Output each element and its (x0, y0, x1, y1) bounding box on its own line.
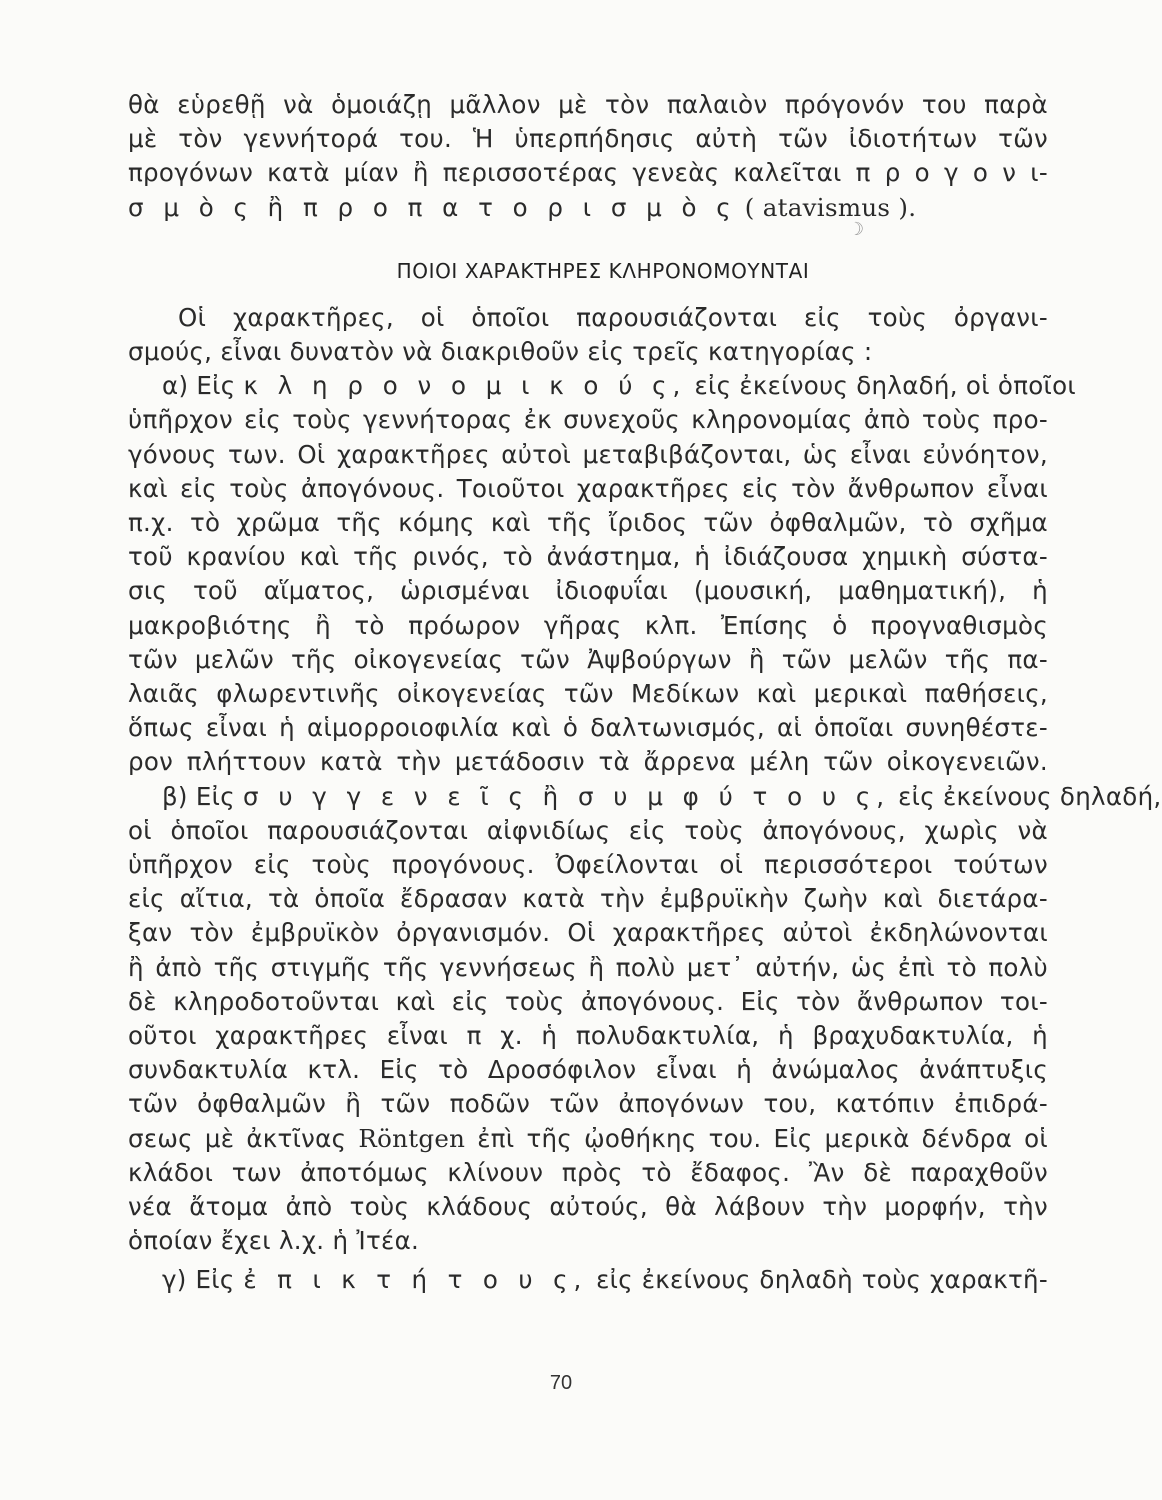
text-line: γόνους των. Οἱ χαρακτῆρες αὐτοὶ μεταβιβάζονται, ὡς εἶναι εὐνόητον, (128, 439, 1048, 469)
text-line: Οἱ χαρακτῆρες, οἱ ὁποῖοι παρουσιάζονται εἰς τοὺς ὀργανι- (178, 302, 1048, 332)
item-prefix: β) Εἰς (162, 781, 235, 811)
text-line: ὁποίαν ἔχει λ.χ. ἡ Ἰτέα. (128, 1226, 420, 1256)
text-line: οἱ ὁποῖοι παρουσιάζονται αἰφνιδίως εἰς τοὺς ἀπογόνους, χωρὶς νὰ (128, 815, 1048, 845)
text-line: οῦτοι χαρακτῆρες εἶναι π χ. ἡ πολυδακτυλία, ἡ βραχυδακτυλία, ἡ (128, 1021, 1048, 1051)
spaced-term: κ λ η ρ ο ν ο μ ι κ ο ύ ς, (243, 371, 687, 401)
text-line: εἰς αἴτια, τὰ ὁποῖα ἔδρασαν κατὰ τὴν ἐμβρυϊκὴν ζωὴν καὶ διετάρα- (128, 884, 1048, 914)
text-line: δὲ κληροδοτοῦνται καὶ εἰς τοὺς ἀπογόνους. Εἰς τὸν ἄνθρωπον τοι- (128, 986, 1048, 1016)
item-rest: εἰς ἐκείνους δηλαδή, οἱ ὁποῖοι (694, 371, 1076, 401)
latin-term: ( atavismus ). (744, 192, 917, 222)
text-line (128, 1263, 1048, 1297)
text-line: θὰ εὑρεθῇ νὰ ὁμοιάζῃ μᾶλλον μὲ τὸν παλαιὸν πρόγονόν του παρὰ (128, 90, 1048, 119)
text-line: τῶν ὀφθαλμῶν ἢ τῶν ποδῶν τῶν ἀπογόνων του, κατόπιν ἐπιδρά- (128, 1089, 1048, 1119)
text-line: σις τοῦ αἵματος, ὡρισμέναι ἰδιοφυΐαι (μουσική, μαθηματική), ἡ (128, 576, 1048, 606)
text-line: ὑπῆρχον εἰς τοὺς γεννήτορας ἐκ συνεχοῦς κληρονομίας ἀπὸ τοὺς προ- (128, 405, 1048, 435)
category-gamma (128, 1263, 1048, 1297)
text-line: καὶ εἰς τοὺς ἀπογόνους. Τοιοῦτοι χαρακτῆρες εἰς τὸν ἄνθρωπον εἶναι (128, 473, 1048, 503)
text-line: μακροβιότης ἢ τὸ πρόωρον γῆρας κλπ. Ἐπίσης ὁ προγναθισμὸς (128, 610, 1048, 640)
section-heading: ΠΟΙΟΙ ΧΑΡΑΚΤΗΡΕΣ ΚΛΗΡΟΝΟΜΟΥΝΤΑΙ (396, 258, 810, 283)
text-fragment: ἐπὶ τῆς ᾠοθήκης του. Εἰς μερικὰ δένδρα οἱ (477, 1123, 1048, 1153)
text-line (128, 369, 1076, 403)
text-line: μὲ τὸν γεννήτορά του. Ἡ ὑπερπήδησις αὐτὴ τῶν ἰδιοτήτων τῶν (128, 124, 1048, 154)
text-line: π.χ. τὸ χρῶμα τῆς κόμης καὶ τῆς ἴριδος τῶν ὀφθαλμῶν, τὸ σχῆμα (128, 508, 1048, 538)
spaced-term: σ μ ὸ ς ἢ π ρ ο π α τ ο ρ ι σ μ ὸ ς (128, 192, 737, 222)
category-alpha (128, 369, 1076, 779)
text-line: λαιᾶς φλωρεντινῆς οἰκογενείας τῶν Μεδίκων καὶ μερικαὶ παθήσεις, (128, 679, 1048, 709)
text-line: συνδακτυλία κτλ. Εἰς τὸ Δροσόφιλον εἶναι ἡ ἀνώμαλος ἀνάπτυξις (128, 1055, 1048, 1085)
ink-mark: ☽ (848, 219, 865, 240)
text-line: προγόνων κατὰ μίαν ἢ περισσοτέρας γενεὰς καλεῖται π ρ ο γ ο ν ι- (128, 158, 1048, 188)
spaced-term: σ υ γ γ ε ν ε ῖ ς ἢ σ υ μ φ ύ τ ο υ ς, (243, 781, 890, 811)
item-rest: εἰς ἐκείνους δηλαδὴ τοὺς χαρακτῆ- (596, 1264, 1049, 1294)
text-line (128, 1122, 1048, 1156)
text-line: ὅπως εἶναι ἡ αἱμορροιοφιλία καὶ ὁ δαλτωνισμός, αἱ ὁποῖαι συνηθέστε- (128, 713, 1048, 743)
item-rest: εἰς ἐκείνους δηλαδή, (898, 781, 1162, 811)
latin-term: Röntgen (358, 1123, 466, 1153)
text-line (128, 780, 1162, 814)
text-line (128, 191, 1048, 225)
text-line: ρον πλήττουν κατὰ τὴν μετάδοσιν τὰ ἄρρενα μέλη τῶν οἰκογενειῶν. (128, 747, 1048, 777)
text-line: νέα ἄτομα ἀπὸ τοὺς κλάδους αὐτούς, θὰ λάβουν τὴν μορφήν, τὴν (128, 1192, 1048, 1222)
item-prefix: α) Εἰς (162, 371, 236, 401)
text-line: ὑπῆρχον εἰς τοὺς προγόνους. Ὀφείλονται οἱ περισσότεροι τούτων (128, 850, 1048, 880)
intro-paragraph (128, 88, 1048, 225)
text-line: κλάδοι των ἀποτόμως κλίνουν πρὸς τὸ ἔδαφος. Ἂν δὲ παραχθοῦν (128, 1157, 1048, 1187)
text-line: ἢ ἀπὸ τῆς στιγμῆς τῆς γεννήσεως ἢ πολὺ μετ᾿ αὐτήν, ὡς ἐπὶ τὸ πολὺ (128, 952, 1048, 982)
text-fragment: σεως μὲ ἀκτῖνας (128, 1123, 347, 1153)
text-line: τοῦ κρανίου καὶ τῆς ρινός, τὸ ἀνάστημα, ἡ ἰδιάζουσα χημικὴ σύστα- (128, 542, 1048, 572)
text-line: τῶν μελῶν τῆς οἰκογενείας τῶν Ἀψβούργων ἢ τῶν μελῶν τῆς πα- (128, 644, 1048, 674)
category-beta (128, 780, 1162, 1259)
page-number: 70 (549, 1372, 573, 1394)
text-line: ξαν τὸν ἐμβρυϊκὸν ὀργανισμόν. Οἱ χαρακτῆρες αὐτοὶ ἐκδηλώνονται (128, 918, 1048, 948)
item-prefix: γ) Εἰς (162, 1264, 235, 1294)
spaced-term: ἐ π ι κ τ ή τ ο υ ς, (243, 1264, 588, 1294)
text-line: σμούς, εἶναι δυνατὸν νὰ διακριθοῦν εἰς τρεῖς κατηγορίας : (128, 337, 873, 367)
intro-categories-paragraph (128, 301, 1048, 369)
page-body (128, 88, 1162, 1297)
